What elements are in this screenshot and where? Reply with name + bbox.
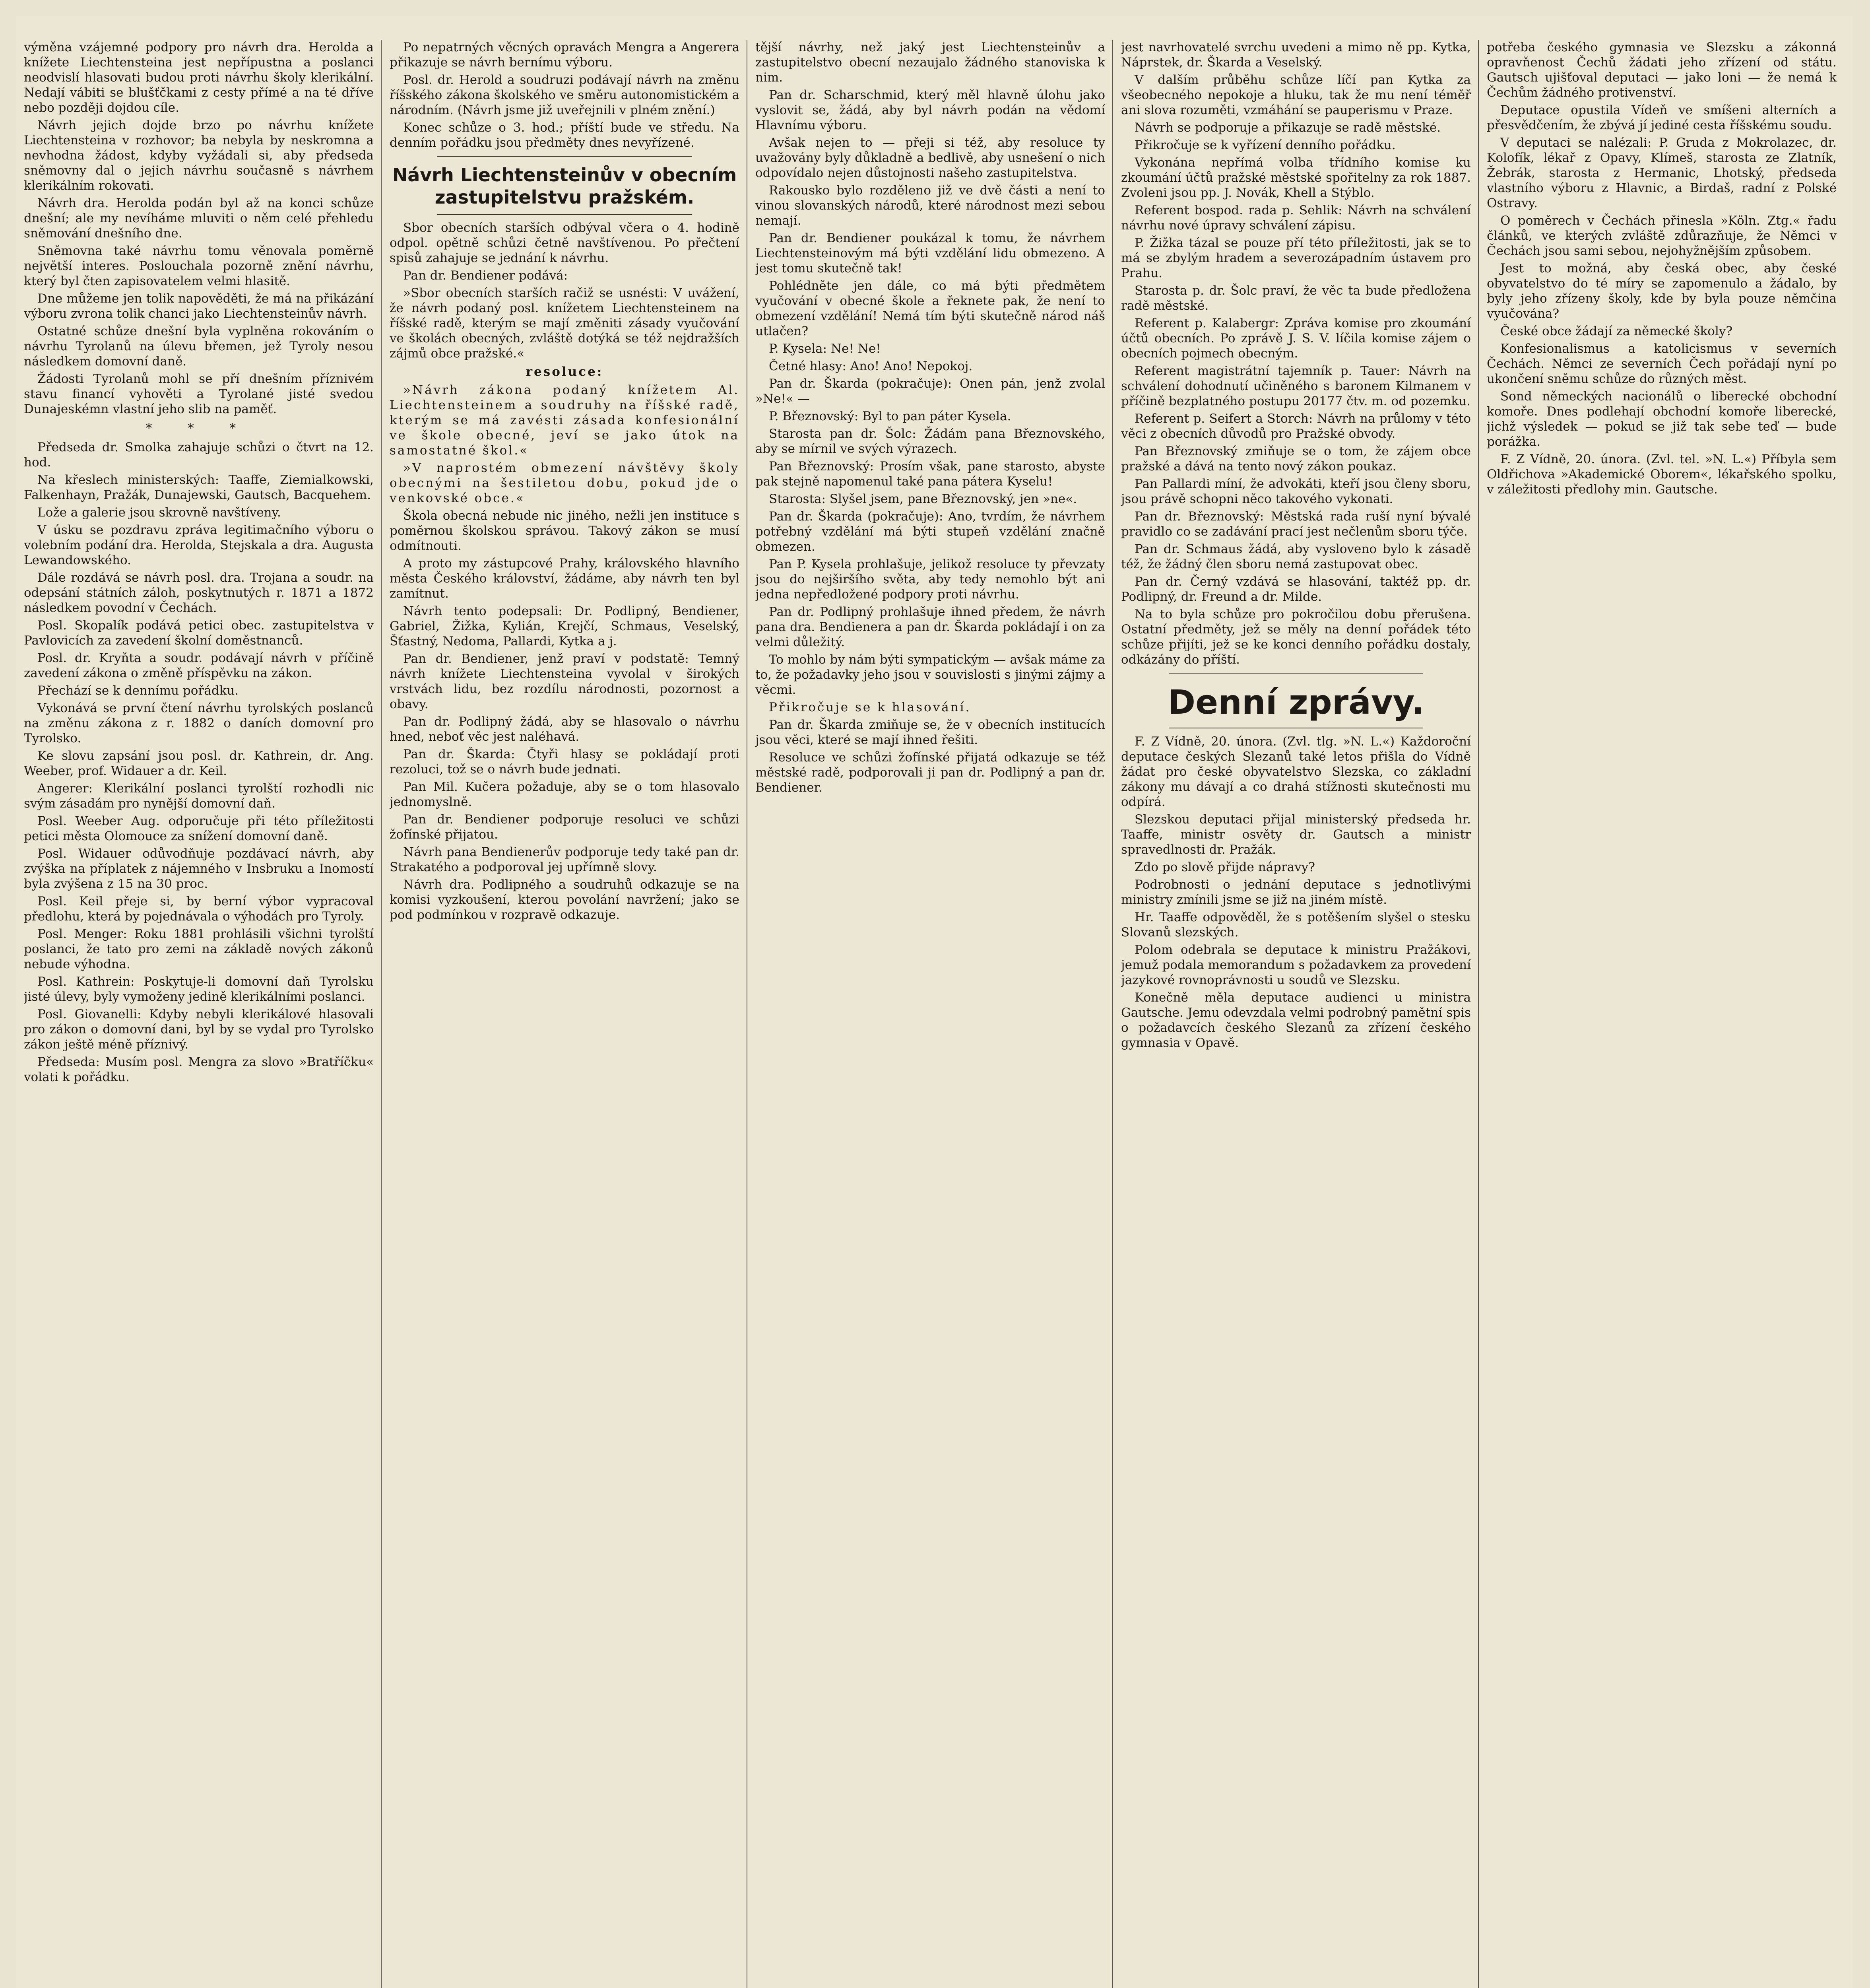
paragraph: Škola obecná nebude nic jiného, nežli jen instituce s poměrnou školskou správou. Takový zákon se musí odmítnouti. xyxy=(390,509,739,553)
section-headline: Denní zprávy. xyxy=(1168,683,1424,722)
resolution-heading: resoluce: xyxy=(526,365,603,379)
paragraph: Pan dr. Březnovský: Městská rada ruší nyní bývalé pravidlo co se zadávání prací jest nečlenům sboru týče. xyxy=(1121,509,1471,539)
paragraph: Na křeslech ministerských: Taaffe, Ziemialkowski, Falkenhayn, Pražák, Dunajewski, Gautsch, Bacquehem. xyxy=(24,473,374,502)
paragraph: Konfesionalismus a katolicismus v severních Čechách. Němci ze severních Čech pořádají nyní po ukončení sněmu schůze do různých měst. xyxy=(1487,342,1837,386)
paragraph: Starosta pan dr. Šolc: Žádám pana Březnovského, aby se mírnil ve svých výrazech. xyxy=(755,427,1105,456)
paragraph: Posl. dr. Kryňta a soudr. podávají návrh v příčině zavedení zákona o změně příspěvku na zákon. xyxy=(24,651,374,680)
paragraph: Návrh dra. Herolda podán byl až na konci schůze dnešní; ale my nevíháme mluviti o něm celé přehledu sněmování dnešního dne. xyxy=(24,196,374,241)
paragraph: Starosta: Slyšel jsem, pane Březnovský, jen »ne«. xyxy=(769,492,1077,506)
paragraph: Na to byla schůze pro pokročilou dobu přerušena. Ostatní předměty, jež se měly na denní pořádek této schůze přijíti, jež se ke konci denního pořádku dostaly, odkázány do příští. xyxy=(1121,607,1471,667)
paragraph: Referent magistrátní tajemník p. Tauer: Návrh na schválení dohodnutí učiněného s baronem Kilmanem v příčině bezplatného postupu 20177 čtv. m. od pozemku. xyxy=(1121,364,1471,408)
paragraph: Pan dr. Bendiener poukázal k tomu, že návrhem Liechtensteinovým má býti vzdělání lidu obmezeno. A jest tomu skutečně tak! xyxy=(755,231,1105,276)
paragraph: Referent p. Kalabergr: Zpráva komise pro zkoumání účtů obecních. Po zprávě J. S. V. líčila komise zájem o obecních pojmech obecným. xyxy=(1121,316,1471,361)
paragraph: Po nepatrných věcných opravách Mengra a Angerera přikazuje se návrh bernímu výboru. xyxy=(390,40,739,70)
paragraph: Návrh dra. Podlipného a soudruhů odkazuje se na komisi vyzkoušení, kterou povolání navržení; jako se pod podmínkou v rozpravě odkazuje. xyxy=(390,878,739,922)
paragraph: Návrh jejich dojde brzo po návrhu knížete Liechtensteina v rozhovor; ba nebyla by neskromna a nevhodna žádost, kdyby vyžádali si, aby předseda sněmovny dal o jejich návrhu současně s návrhem klerikálním rokovati. xyxy=(24,118,374,193)
paragraph: »Sbor obecních starších račiž se usnésti: V uvážení, že návrh podaný posl. knížetem Liechtensteinem na říšské radě, kterým se mají změniti zásady vyučování ve školách obecných, zvláště dotýká se též nejdražších zájmů obce pražské.« xyxy=(390,286,739,361)
paragraph: jest navrhovatelé svrchu uvedeni a mimo ně pp. Kytka, Náprstek, dr. Škarda a Veselský. xyxy=(1121,40,1471,70)
paragraph: Návrh pana Bendienerův podporuje tedy také pan dr. Strakatého a podporoval jej upřímně slovy. xyxy=(390,845,739,874)
divider xyxy=(437,214,692,215)
paragraph: Pan dr. Schmaus žádá, aby vysloveno bylo k zásadě též, že žádný člen sboru nemá zastupovat obec. xyxy=(1121,542,1471,571)
paragraph: Pan Březnovský zmiňuje se o tom, že zájem obce pražské a dává na tento nový zákon poukaz. xyxy=(1121,444,1471,474)
paragraph: Dále rozdává se návrh posl. dra. Trojana a soudr. na odepsání státních záloh, poskytnutých r. 1871 a 1872 následkem povodní v Čechách. xyxy=(24,571,374,615)
column-rule xyxy=(1478,40,1479,1988)
paragraph: F. Z Vídně, 20. února. (Zvl. tel. »N. L.«) Příbyla sem Oldřichova »Akademické Oborem«, lékařského spolku, v záležitosti předlohy min. Gautsche. xyxy=(1487,452,1837,497)
paragraph: P. Kysela: Ne! Ne! xyxy=(769,342,881,356)
paragraph: Vykonána nepřímá volba třídního komise ku zkoumání účtů pražské městské spořitelny za rok 1887. Zvoleni jsou pp. J. Novák, Khell a Stýblo. xyxy=(1121,155,1471,200)
column-4 xyxy=(1121,40,1471,1988)
paragraph: Pan dr. Škarda zmiňuje se, že v obecních institucích jsou věci, které se mají ihned řešiti. xyxy=(755,718,1105,747)
column-rule xyxy=(1112,40,1113,1988)
paragraph: Posl. Giovanelli: Kdyby nebyli klerikálové hlasovali pro zákon o domovní dani, byl by se vydal pro Tyrolsko zákon ještě méně příznivý. xyxy=(24,1007,374,1052)
paragraph: Pan dr. Černý vzdává se hlasování, taktéž pp. dr. Podlipný, dr. Freund a dr. Milde. xyxy=(1121,575,1471,604)
paragraph: Přikročuje se k vyřízení denního pořádku. xyxy=(1135,138,1396,152)
paragraph: A proto my zástupcové Prahy, královského hlavního města Českého království, žádáme, aby návrh ten byl zamítnut. xyxy=(390,556,739,601)
column-rule xyxy=(381,40,382,1988)
section-separator-stars: * * * xyxy=(145,421,252,435)
paragraph: tější návrhy, než jaký jest Liechtensteinův a zastupitelstvo obecní nezaujalo žádného stanoviska k nim. xyxy=(755,40,1105,85)
paragraph: Předseda dr. Smolka zahajuje schůzi o čtvrt na 12. hod. xyxy=(24,440,374,470)
paragraph: Resoluce ve schůzi žofínské přijatá odkazuje se též městské radě, podporovali ji pan dr. Podlipný a pan dr. Bendiener. xyxy=(755,750,1105,795)
paragraph: Pan dr. Scharschmid, který měl hlavně úlohu jako vyslovit se, žádá, aby byl návrh podán na vědomí Hlavnímu výboru. xyxy=(755,88,1105,132)
paragraph: Rakousko bylo rozděleno již ve dvě části a není to vinou slovanských národů, které národnost mezi sebou nemají. xyxy=(755,183,1105,228)
paragraph: Ostatné schůze dnešní byla vyplněna rokováním o návrhu Tyrolanů na úlevu břemen, jež Tyroly nesou následkem domovní daně. xyxy=(24,324,374,369)
column-3 xyxy=(755,40,1105,1988)
paragraph: Přikročuje se k hlasování. xyxy=(769,700,971,714)
paragraph: Posl. dr. Herold a soudruzi podávají návrh na změnu říšského zákona školského ve směru autonomistickém a národním. (Návrh jsme již uveřejnili v plném znění.) xyxy=(390,73,739,117)
paragraph: Pan dr. Škarda: Čtyři hlasy se pokládají proti rezoluci, tož se o návrh bude jednati. xyxy=(390,747,739,777)
paragraph: Pohlédněte jen dále, co má býti předmětem vyučování v obecné škole a řeknete pak, že není to obmezení vzdělání! Nemá tím býti skutečně národ náš utlačen? xyxy=(755,279,1105,338)
paragraph: P. Žižka tázal se pouze pří této příležitosti, jak se to má se zbylým hradem a severozápadním ústavem pro Prahu. xyxy=(1121,236,1471,280)
paragraph: Pan Březnovský: Prosím však, pane starosto, abyste pak stejně napomenul také pana pátera Kyselu! xyxy=(755,459,1105,489)
paragraph: výměna vzájemné podpory pro návrh dra. Herolda a knížete Liechtensteina jest nepřípustna a poslanci neodvislí hlasovati budou proti návrhu školy klerikální. Nedají vábiti se blušťčkami z cesty přímé a na té dříve nebo později dojdou cíle. xyxy=(24,40,374,115)
paragraph: Jest to možná, aby česká obec, aby české obyvatelstvo do té míry se zapomenulo a žádalo, by byly jeho zřízeny školy, kde by byla pouze němčina vyučována? xyxy=(1487,261,1837,321)
paragraph: Konečně měla deputace audienci u ministra Gautsche. Jemu odevzdala velmi podrobný pamětní spis o požadavcích českého Slezanů za zřízení českého gymnasia v Opavě. xyxy=(1121,990,1471,1050)
paragraph: Deputace opustila Vídeň ve smíšeni alterních a přesvědčením, že zbývá jí jediné cesta říšskému soudu. xyxy=(1487,103,1837,132)
paragraph: Pan dr. Bendiener, jenž praví v podstatě: Temný návrh knížete Liechtensteina vyvolal v širokých vrstvách lidu, bez rozdílu národnosti, pozornost a obavy. xyxy=(390,652,739,711)
paragraph: Pan dr. Bendiener podporuje resoluci ve schůzi žofínské přijatou. xyxy=(390,812,739,842)
paragraph: Ke slovu zapsání jsou posl. dr. Kathrein, dr. Ang. Weeber, prof. Widauer a dr. Keil. xyxy=(24,749,374,778)
paragraph: V deputaci se nalézali: P. Gruda z Mokrolazec, dr. Kolofík, lékař z Opavy, Klímeš, starosta ze Zlatník, Žebrák, starosta z Hermanic, Lhotský, předseda vlastního výboru z Hlavnic, a Birdaš, radní z Polské Ostravy. xyxy=(1487,136,1837,210)
paragraph: Referent bospod. rada p. Sehlik: Návrh na schválení návrhu nové úpravy schválení zápisu. xyxy=(1121,203,1471,233)
paragraph: P. Březnovský: Byl to pan páter Kysela. xyxy=(769,409,1011,423)
paragraph: Hr. Taaffe odpověděl, že s potěšením slyšel o stesku Slovanů slezských. xyxy=(1121,910,1471,940)
paragraph: Pan Pallardi míní, že advokáti, kteří jsou členy sboru, jsou právě schopni něco takového vykonati. xyxy=(1121,477,1471,506)
paragraph: Žádosti Tyrolanů mohl se pří dnešním příznivém stavu financí vyhověti a Tyrolané jisté svedou Dunajeskémn vlastní jeho slib na paměť. xyxy=(24,372,374,416)
paragraph: Pan dr. Škarda (pokračuje): Onen pán, jenž zvolal »Ne!« — xyxy=(755,377,1105,406)
column-1 xyxy=(24,40,374,1988)
paragraph: To mohlo by nám býti sympatickým — avšak máme za to, že požadavky jeho jsou v souvislosti s jinými zájmy a věcmi. xyxy=(755,652,1105,697)
paragraph: O poměrech v Čechách přinesla »Köln. Ztg.« řadu článků, ve kterých zvláště zdůrazňuje, že Němci v Čechách jsou sami sebou, nejohyžnějším způsobem. xyxy=(1487,214,1837,258)
paragraph: České obce žádají za německé školy? xyxy=(1500,324,1733,338)
paragraph: Pan dr. Podlipný prohlašuje ihned předem, že návrh pana dra. Bendienera a pan dr. Škarda pokládají i on za velmi důležitý. xyxy=(755,605,1105,649)
column-2 xyxy=(390,40,739,1988)
paragraph: Avšak nejen to — přeji si též, aby resoluce ty uvažovány byly důkladně a bedlivě, aby usnešení o nich odpovídalo nejen důstojnosti našeho zastupitelstva. xyxy=(755,136,1105,180)
paragraph: Sond německých nacionálů o liberecké obchodní komoře. Dnes podlehají obchodní komoře liberecké, jichž výsledek — pokud se již tak sebe teď — bude porážka. xyxy=(1487,389,1837,449)
paragraph: V úsku se pozdravu zpráva legitimačního výboru o volebním podání dra. Herolda, Stejskala a dra. Augusta Lewandowského. xyxy=(24,523,374,567)
paragraph: V dalším průběhu schůze líčí pan Kytka za všeobecného nepokoje a hluku, tak že mu není téměř ani slova rozuměti, vzmáhání se pauperismu v Praze. xyxy=(1121,73,1471,117)
paragraph: Starosta p. dr. Šolc praví, že věc ta bude předložena radě městské. xyxy=(1121,283,1471,313)
paragraph: Četné hlasy: Ano! Ano! Nepokoj. xyxy=(769,359,973,373)
paragraph: Sněmovna také návrhu tomu věnovala poměrně největší interes. Poslouchala pozorně znění návrhu, který byl čten zapisovatelem velmi hlasitě. xyxy=(24,244,374,288)
paragraph: Sbor obecních starších odbýval včera o 4. hodině odpol. opětně schůzi četně navštívenou. Po přečtení spisů zahajuje se jednání k návrhu. xyxy=(390,221,739,265)
paragraph: Posl. Keil přeje si, by berní výbor vypracoval předlohu, která by pojednávala o výhodách pro Tyroly. xyxy=(24,894,374,924)
paragraph: Posl. Kathrein: Poskytuje-li domovní daň Tyrolsku jisté úlevy, byly vymoženy jedině klerikálními poslanci. xyxy=(24,975,374,1004)
paragraph: »Návrh zákona podaný knížetem Al. Liechtensteinem a soudruhy na říšské radě, kterým se má zavésti zásada konfesionální ve škole obecné, jeví se jako útok na samostatné škol.« xyxy=(390,383,739,458)
divider xyxy=(1169,673,1423,674)
paragraph: Pan dr. Bendiener podává: xyxy=(403,268,568,283)
paragraph: Angerer: Klerikální poslanci tyrolští rozhodli nic svým zásadám pro nynější domovní daň. xyxy=(24,781,374,811)
paragraph: Pan dr. Škarda (pokračuje): Ano, tvrdím, že návrhem potřebný vzdělání má býti stupeň vzdělání značně obmezen. xyxy=(755,509,1105,554)
paragraph: Zdo po slově přijde nápravy? xyxy=(1135,860,1315,874)
paragraph: Polom odebrala se deputace k ministru Pražákovi, jemuž podala memorandum s požadavkem za provedení jazykové rovnoprávnosti u soudů ve Slezsku. xyxy=(1121,943,1471,987)
column-5 xyxy=(1487,40,1837,1988)
paragraph: Pan P. Kysela prohlašuje, jelikož resoluce ty převzaty jsou do nejširšího světa, aby tedy nemohlo být ani jedna nepředložené podpory proti návrhu. xyxy=(755,557,1105,602)
paragraph: Lože a galerie jsou skrovně navštíveny. xyxy=(37,505,281,520)
paragraph: Posl. Menger: Roku 1881 prohlásili všichni tyrolští poslanci, že tato pro zemi na základě nových zákonů nebude výhodna. xyxy=(24,927,374,971)
paragraph: Posl. Weeber Aug. odporučuje při této příležitosti petici města Olomouce za snížení domovní daně. xyxy=(24,814,374,843)
paragraph: Referent p. Seifert a Storch: Návrh na průlomy v této věci z obecních důvodů pro Pražské obvody. xyxy=(1121,412,1471,441)
divider xyxy=(437,156,692,157)
paragraph: Návrh se podporuje a přikazuje se radě městské. xyxy=(1135,120,1441,135)
paragraph: Vykonává se první čtení návrhu tyrolských poslanců na změnu zákona z r. 1882 o daních domovní pro Tyrolsko. xyxy=(24,701,374,746)
paragraph: Posl. Skopalík podává petici obec. zastupitelstva v Pavlovicích za zavedení školní doměstnanců. xyxy=(24,618,374,648)
paragraph: Posl. Widauer odůvodňuje pozdávací návrh, aby zvýška na příplatek z nájemného v Insbruku a Inomostí byla zvýšena z 15 na 30 proc. xyxy=(24,846,374,891)
paragraph: potřeba českého gymnasia ve Slezsku a zákonná opravňenost Čechů žádati jeho zřízení od státu. Gautsch ujišťoval deputaci — jako loni — že nemá k Čechům žádného protivenství. xyxy=(1487,40,1837,100)
paragraph: Konec schůze o 3. hod.; příští bude ve středu. Na denním pořádku jsou předměty dnes nevyřízené. xyxy=(390,120,739,150)
article-headline: Návrh Liechtensteinův v obecním zastupitelstvu pražském. xyxy=(392,164,737,208)
paragraph: Předseda: Musím posl. Mengra za slovo »Bratříčku« volati k pořádku. xyxy=(24,1055,374,1084)
paragraph: Podrobnosti o jednání deputace s jednotlivými ministry zmínili jsme se již na jiném místě. xyxy=(1121,878,1471,907)
paragraph: »V naprostém obmezení návštěvy školy obecnými na šestiletou dobu, pokud jde o venkovské obce.« xyxy=(390,461,739,505)
newspaper-page xyxy=(16,16,1853,1988)
paragraph: Pan Mil. Kučera požaduje, aby se o tom hlasovalo jednomyslně. xyxy=(390,780,739,809)
paragraph: Slezskou deputaci přijal ministerský předseda hr. Taaffe, ministr osvěty dr. Gautsch a ministr spravedlnosti dr. Pražák. xyxy=(1121,812,1471,857)
paragraph: Přechází se k dennímu pořádku. xyxy=(37,683,239,698)
paragraph: Pan dr. Podlipný žádá, aby se hlasovalo o návrhu hned, neboť věc jest naléhavá. xyxy=(390,714,739,744)
paragraph: F. Z Vídně, 20. února. (Zvl. tlg. »N. L.«) Každoroční deputace českých Slezanů také letos přišla do Vídně žádat pro české obyvatelstvo Slezska, co základní zákony mu dávají a co drahá stížnosti skutečnosti mu odpírá. xyxy=(1121,734,1471,809)
paragraph: Návrh tento podepsali: Dr. Podlipný, Bendiener, Gabriel, Žižka, Kylián, Krejčí, Schmaus, Veselský, Šťastný, Nedoma, Pallardi, Kytka a j. xyxy=(390,604,739,648)
paragraph: Dne můžeme jen tolik napověděti, že má na přikázání výboru zvrona tolik chanci jako Liechtensteinův návrh. xyxy=(24,291,374,321)
